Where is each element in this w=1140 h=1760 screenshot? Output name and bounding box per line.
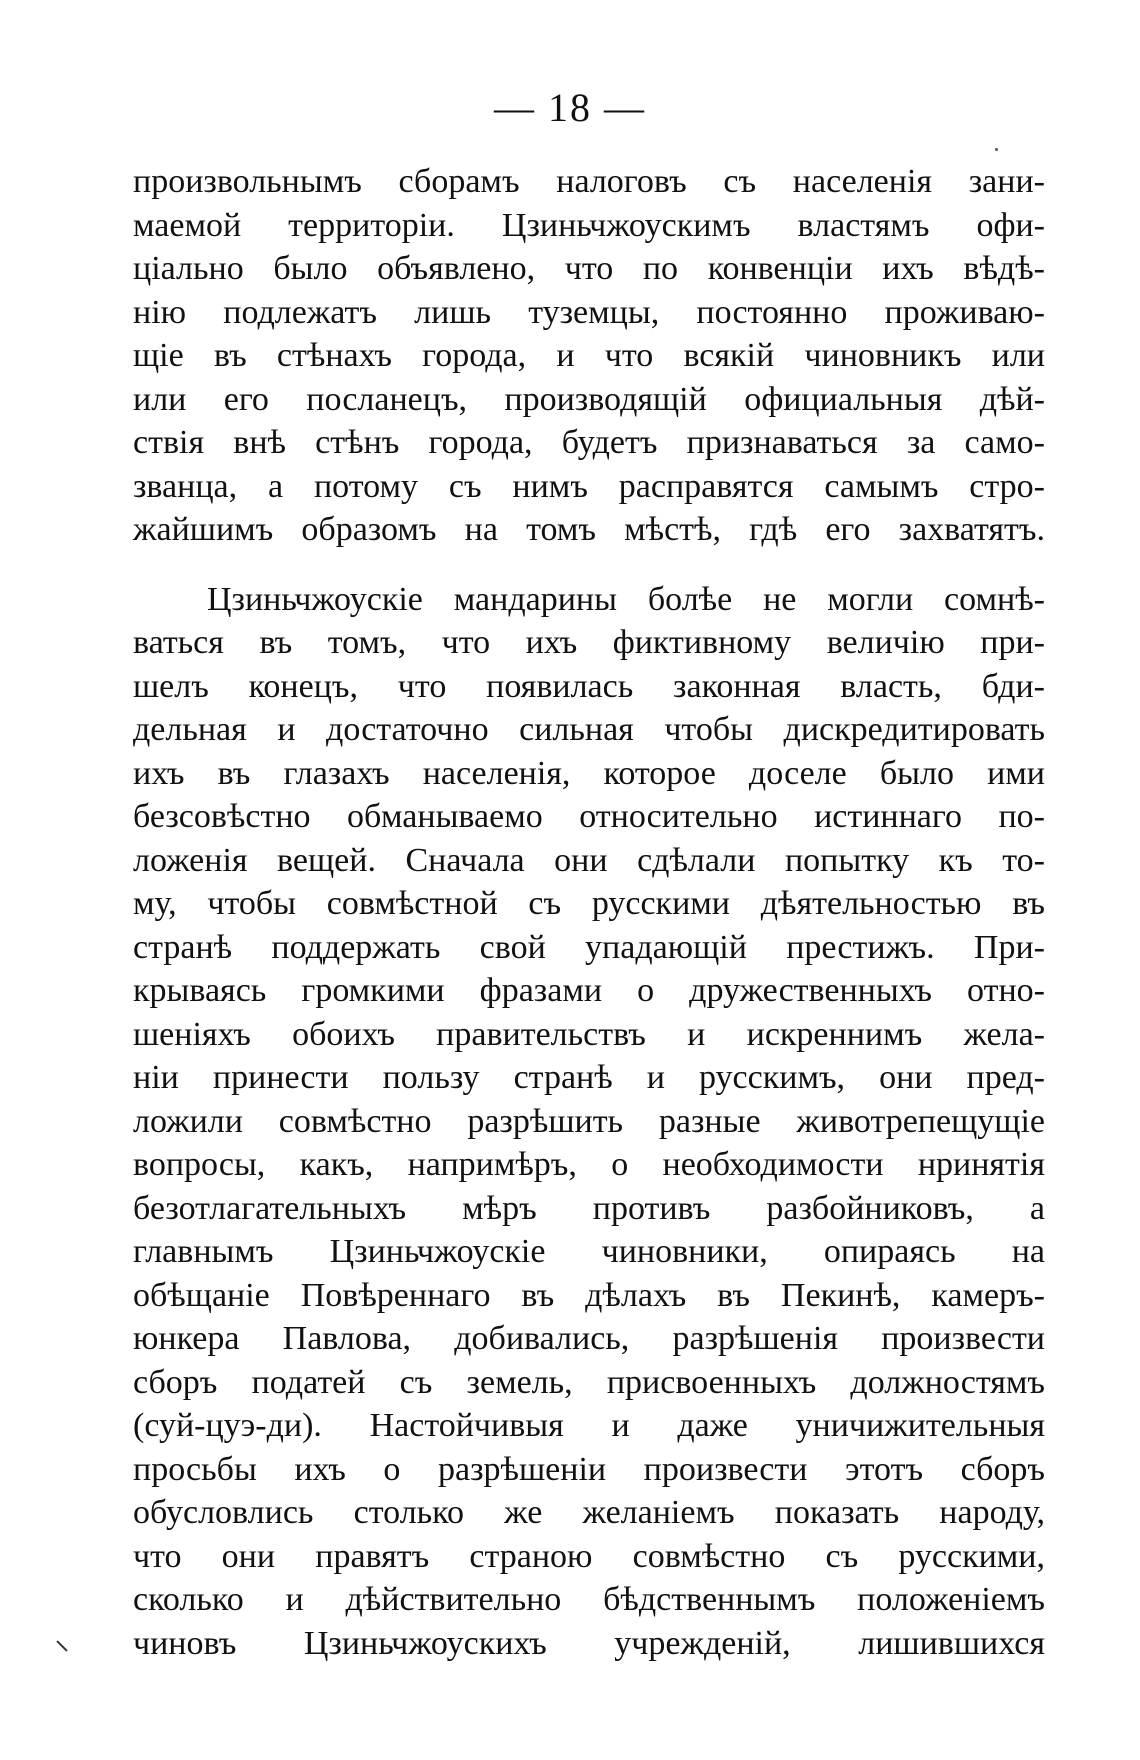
body-text	[133, 160, 1045, 1665]
text-line: жайшимъ образомъ на томъ мѣстѣ, гдѣ его захватятъ.	[133, 511, 1045, 548]
text-line: щіе въ стѣнахъ города, и что всякій чиновникъ или	[133, 337, 1045, 374]
text-line: просьбы ихъ о разрѣшеніи произвести этотъ сборъ	[133, 1450, 1045, 1488]
paragraph-2	[133, 578, 1045, 1666]
text-line: странѣ поддержать свой упадающій престижъ. При-	[133, 928, 1045, 966]
text-line: му, чтобы совмѣстной съ русскими дѣятельностью въ	[133, 885, 1045, 922]
text-line: что они правятъ страною совмѣстно съ русскими,	[133, 1537, 1045, 1575]
text-line: ложили совмѣстно разрѣшить разные животрепещущіе	[133, 1102, 1045, 1140]
text-line: обѣщаніе Повѣреннаго въ дѣлахъ въ Пекинѣ, камеръ-	[133, 1276, 1045, 1314]
text-line: вопросы, какъ, напримѣръ, о необходимости нринятія	[133, 1146, 1045, 1183]
text-line: произвольнымъ сборамъ налоговъ съ населенія зани-	[133, 163, 1045, 200]
paragraph-gap	[133, 552, 1045, 578]
text-line: (суй-цуэ-ди). Настойчивыя и даже уничижительныя	[133, 1407, 1045, 1444]
text-line: шелъ конецъ, что появилась законная власть, бди-	[133, 667, 1045, 705]
text-line: ствія внѣ стѣнъ города, будетъ признаваться за само-	[133, 424, 1045, 461]
text-line: ваться въ томъ, что ихъ фиктивному величію при-	[133, 624, 1045, 661]
text-line: сборъ податей съ земель, присвоенныхъ должностямъ	[133, 1363, 1045, 1401]
text-line: нію подлежатъ лишь туземцы, постоянно проживаю-	[133, 293, 1045, 331]
text-line: крываясь громкими фразами о дружественныхъ отно-	[133, 972, 1045, 1009]
page-number: — 18 —	[494, 85, 646, 130]
text-line: ніи принести пользу странѣ и русскимъ, они пред-	[133, 1059, 1045, 1096]
text-line: званца, а потому съ нимъ расправятся самымъ стро-	[133, 467, 1045, 505]
scan-speck	[995, 148, 998, 151]
text-line: шеніяхъ обоихъ правительствъ и искреннимъ жела-	[133, 1015, 1045, 1053]
text-line: ихъ въ глазахъ населенія, которое доселе было ими	[133, 754, 1045, 792]
text-line: ложенія вещей. Сначала они сдѣлали попытку къ то-	[133, 841, 1045, 879]
text-line: или его посланецъ, производящій официальныя дѣй-	[133, 380, 1045, 418]
text-line: главнымъ Цзиньчжоускіе чиновники, опираясь на	[133, 1233, 1045, 1270]
text-line: безсовѣстно обманываемо относительно истиннаго по-	[133, 798, 1045, 835]
text-line: чиновъ Цзиньчжоускихъ учрежденій, лишившихся	[133, 1624, 1045, 1662]
text-line: безотлагательныхъ мѣръ противъ разбойниковъ, а	[133, 1189, 1045, 1227]
text-line: сколько и дѣйствительно бѣдственнымъ положеніемъ	[133, 1581, 1045, 1618]
text-line: маемой территоріи. Цзиньчжоускимъ властямъ офи-	[133, 206, 1045, 244]
text-line: юнкера Павлова, добивались, разрѣшенія произвести	[133, 1320, 1045, 1357]
paragraph-1	[133, 160, 1045, 552]
text-line: ціально было объявлено, что по конвенціи ихъ вѣдѣ-	[133, 250, 1045, 287]
text-line: Цзиньчжоускіе мандарины болѣе не могли сомнѣ-	[207, 580, 1045, 618]
text-line: обусловлись столько же желаніемъ показать народу,	[133, 1494, 1045, 1531]
text-line: дельная и достаточно сильная чтобы дискредитировать	[133, 711, 1045, 748]
margin-mark	[56, 1640, 67, 1651]
